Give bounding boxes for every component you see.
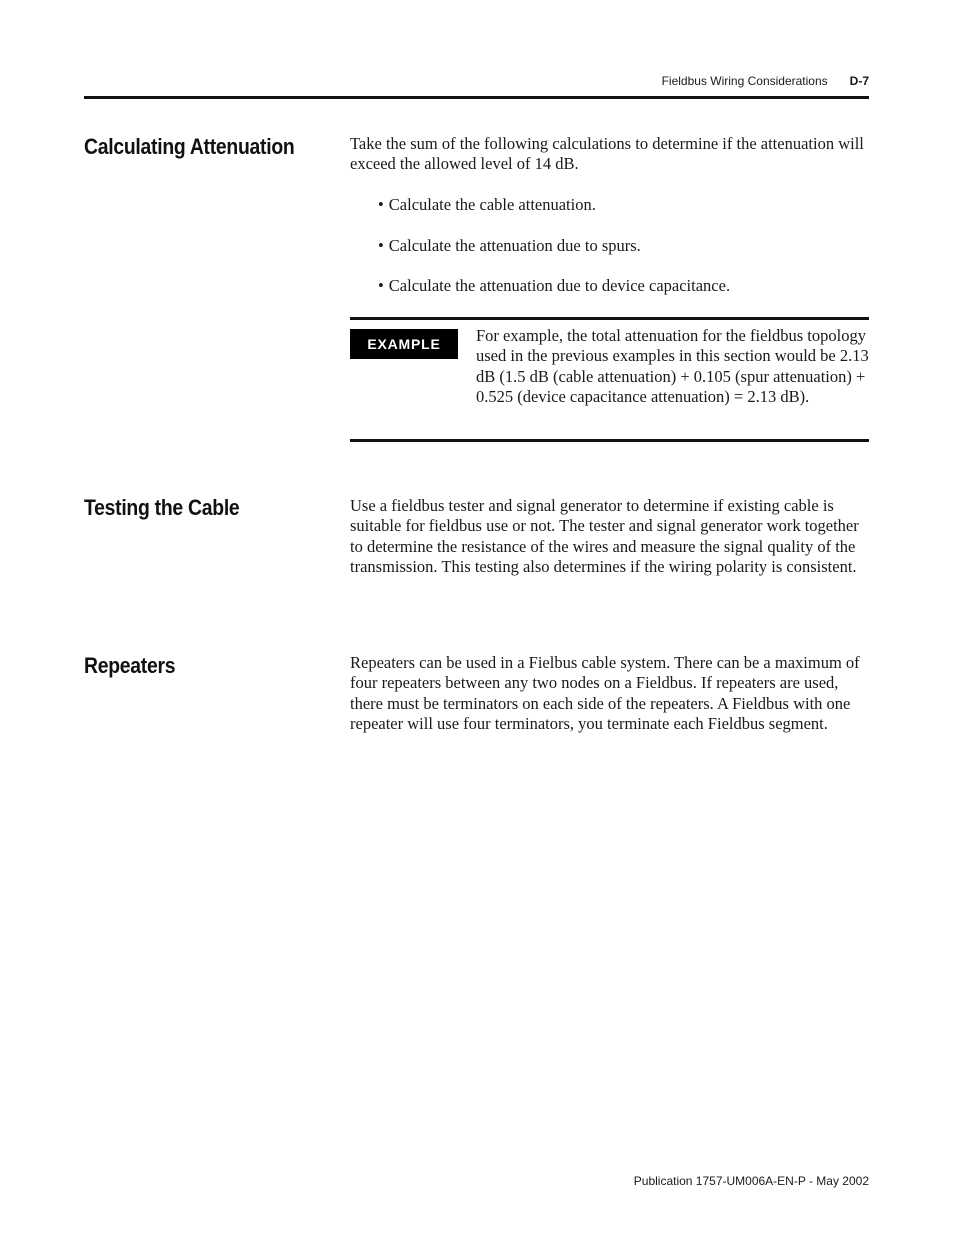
header-page-number: D-7 <box>849 74 869 88</box>
heading-repeaters: Repeaters <box>84 653 176 678</box>
repeaters-text: Repeaters can be used in a Fielbus cable system. There can be a maximum of four repeaters between any two nodes on a Fieldbus. If repeaters are used, there must be terminators on each side of the repeaters. A Fieldbus with one repeater will use four terminators, you terminate each Fieldbus segment. <box>350 653 860 733</box>
header-rule <box>84 96 869 99</box>
attenuation-intro-text: Take the sum of the following calculations to determine if the attenuation will exceed the allowed level of 14 dB. <box>350 134 864 174</box>
bullet-item: • Calculate the attenuation due to spurs. <box>378 236 868 256</box>
testing-cable-text: Use a fieldbus tester and signal generator to determine if existing cable is suitable for fieldbus use or not. The tester and signal generator work together to determine the resistance of the wires and measure the signal quality of the transmission. This testing also determines if the wiring polarity is consistent. <box>350 496 859 576</box>
bullet-item: • Calculate the cable attenuation. <box>378 195 868 215</box>
bullet-item: • Calculate the attenuation due to device capacitance. <box>378 276 868 296</box>
example-bottom-rule <box>350 439 869 442</box>
example-badge: EXAMPLE <box>350 329 458 359</box>
attenuation-bullet-list <box>378 195 868 317</box>
example-top-rule <box>350 317 869 320</box>
header-section-title: Fieldbus Wiring Considerations <box>661 74 828 88</box>
example-text: For example, the total attenuation for the fieldbus topology used in the previous examples in this section would be 2.13 dB (1.5 dB (cable attenuation) + 0.105 (spur attenuation) + 0.525 (device capacitance attenuation) = 2.13 dB). <box>476 326 869 406</box>
footer-publication: Publication 1757-UM006A-EN-P - May 2002 <box>633 1174 869 1188</box>
heading-calculating-attenuation: Calculating Attenuation <box>84 134 295 159</box>
heading-testing-the-cable: Testing the Cable <box>84 495 240 520</box>
running-header <box>84 74 869 90</box>
